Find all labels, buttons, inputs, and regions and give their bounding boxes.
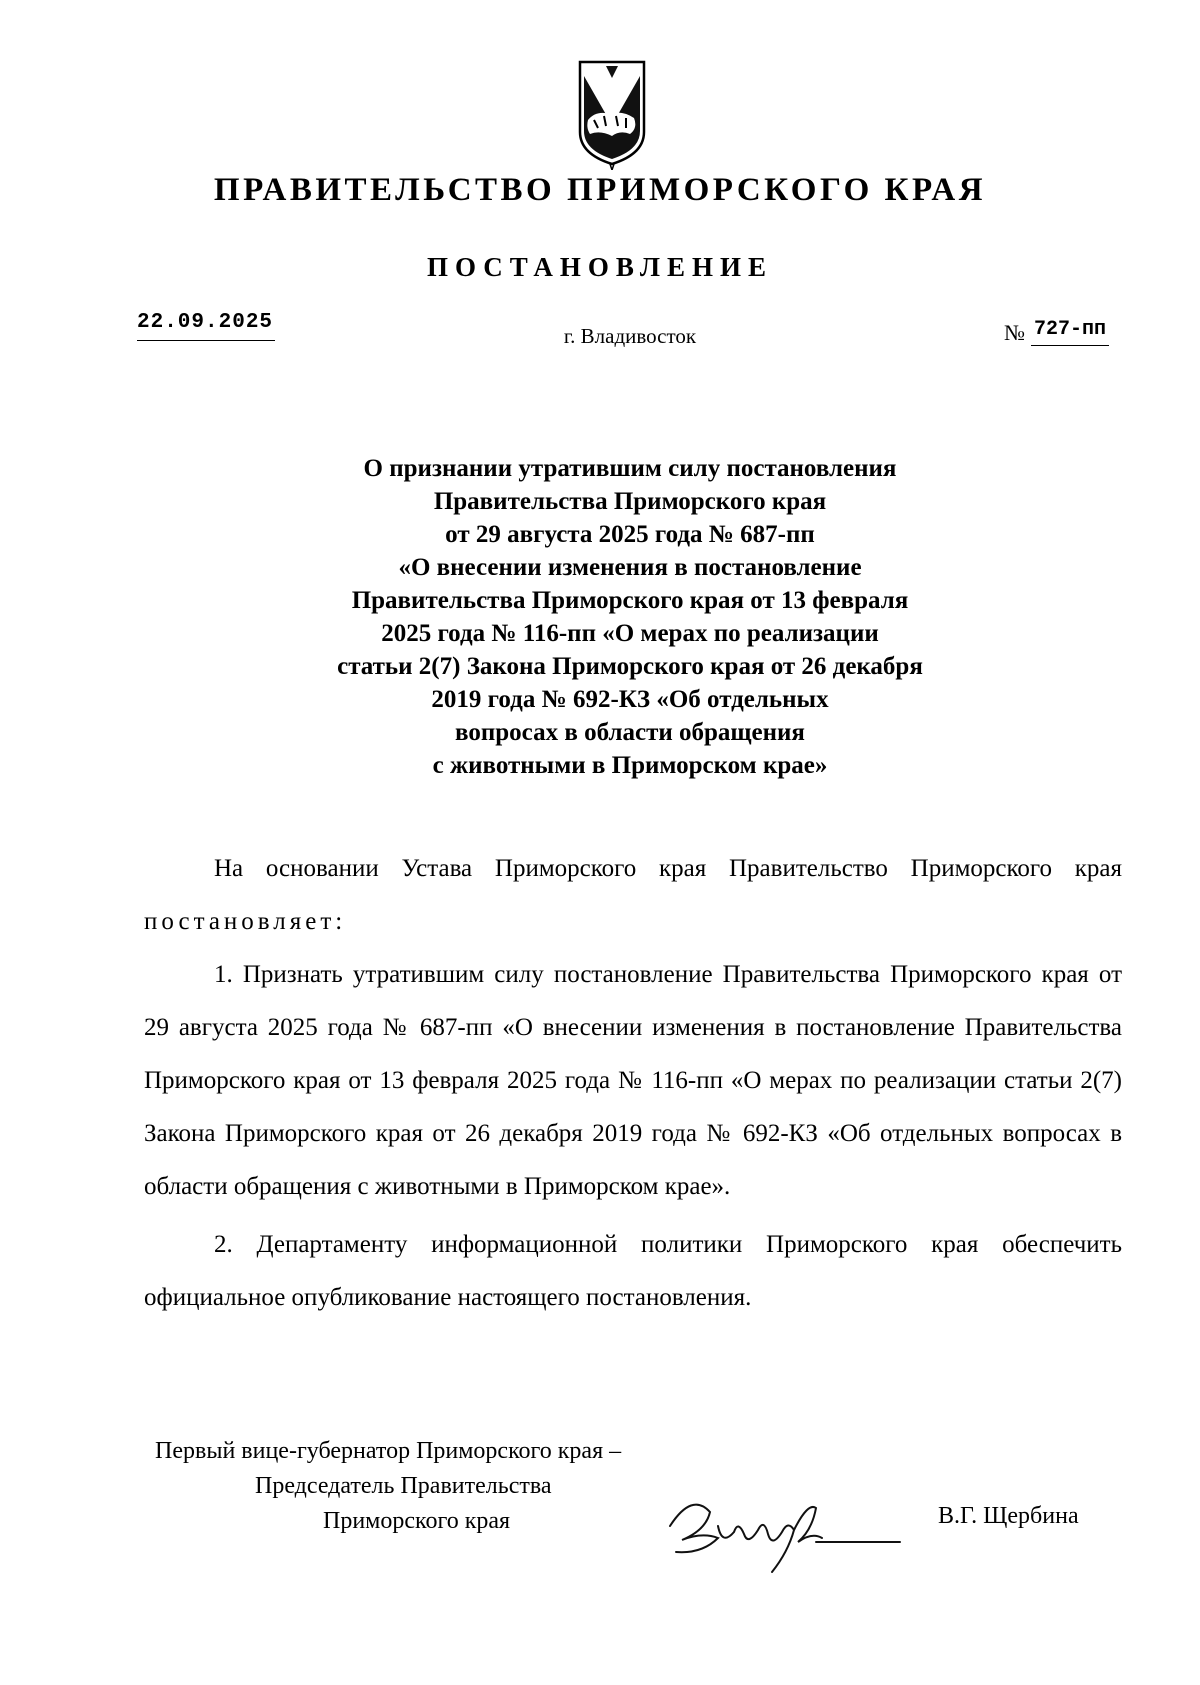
subject-line: О признании утратившим силу постановления xyxy=(363,455,897,482)
preamble-decree-word: постановляет: xyxy=(144,908,347,935)
document-number xyxy=(1004,318,1109,346)
number-value: 727-пп xyxy=(1031,318,1109,346)
preamble-paragraph xyxy=(144,842,1122,948)
document-body xyxy=(144,842,1122,1324)
document-subject xyxy=(200,452,1060,782)
government-title: ПРАВИТЕЛЬСТВО ПРИМОРСКОГО КРАЯ xyxy=(213,172,987,208)
subject-line: с животными в Приморском крае» xyxy=(432,752,828,779)
item-1-paragraph: 1. Признать утратившим силу постановление Правительства Приморского края от 29 августа 2025 года № 687-пп «О внесении изменения в постановление Правительства Приморского края от 13 февраля 2025 года № 116-пп «О мерах по реализации статьи 2(7) Закона Приморского края от 26 декабря 2019 года № 692-КЗ «Об отдельных вопросах в области обращения с животными в Приморском крае». xyxy=(144,961,1122,1200)
position-line: Председатель Правительства xyxy=(255,1473,552,1499)
subject-line: Правительства Приморского края xyxy=(433,488,827,515)
subject-line: от 29 августа 2025 года № 687-пп xyxy=(445,521,815,548)
document-date: 22.09.2025 xyxy=(137,311,275,341)
number-sign: № xyxy=(1004,320,1025,345)
document-type: ПОСТАНОВЛЕНИЕ xyxy=(426,252,774,282)
position-line: Первый вице-губернатор Приморского края – xyxy=(155,1438,622,1464)
coat-of-arms-icon xyxy=(576,58,648,170)
item-2-paragraph: 2. Департаменту информационной политики Приморского края обеспечить официальное опубликование настоящего постановления. xyxy=(144,1231,1122,1311)
subject-line: 2019 года № 692-КЗ «Об отдельных xyxy=(431,686,829,713)
handwritten-signature xyxy=(662,1482,912,1582)
subject-line: статьи 2(7) Закона Приморского края от 26 декабря xyxy=(337,653,923,680)
position-line: Приморского края xyxy=(323,1508,511,1534)
subject-line: «О внесении изменения в постановление xyxy=(398,554,862,581)
subject-line: вопросах в области обращения xyxy=(455,719,805,746)
subject-line: Правительства Приморского края от 13 февраля xyxy=(351,587,909,614)
document-city: г. Владивосток xyxy=(563,324,697,348)
preamble-text: На основании Устава Приморского края Правительство Приморского края xyxy=(214,855,1122,882)
signer-name: В.Г. Щербина xyxy=(938,1503,1079,1529)
subject-line: 2025 года № 116-пп «О мерах по реализации xyxy=(381,620,879,647)
